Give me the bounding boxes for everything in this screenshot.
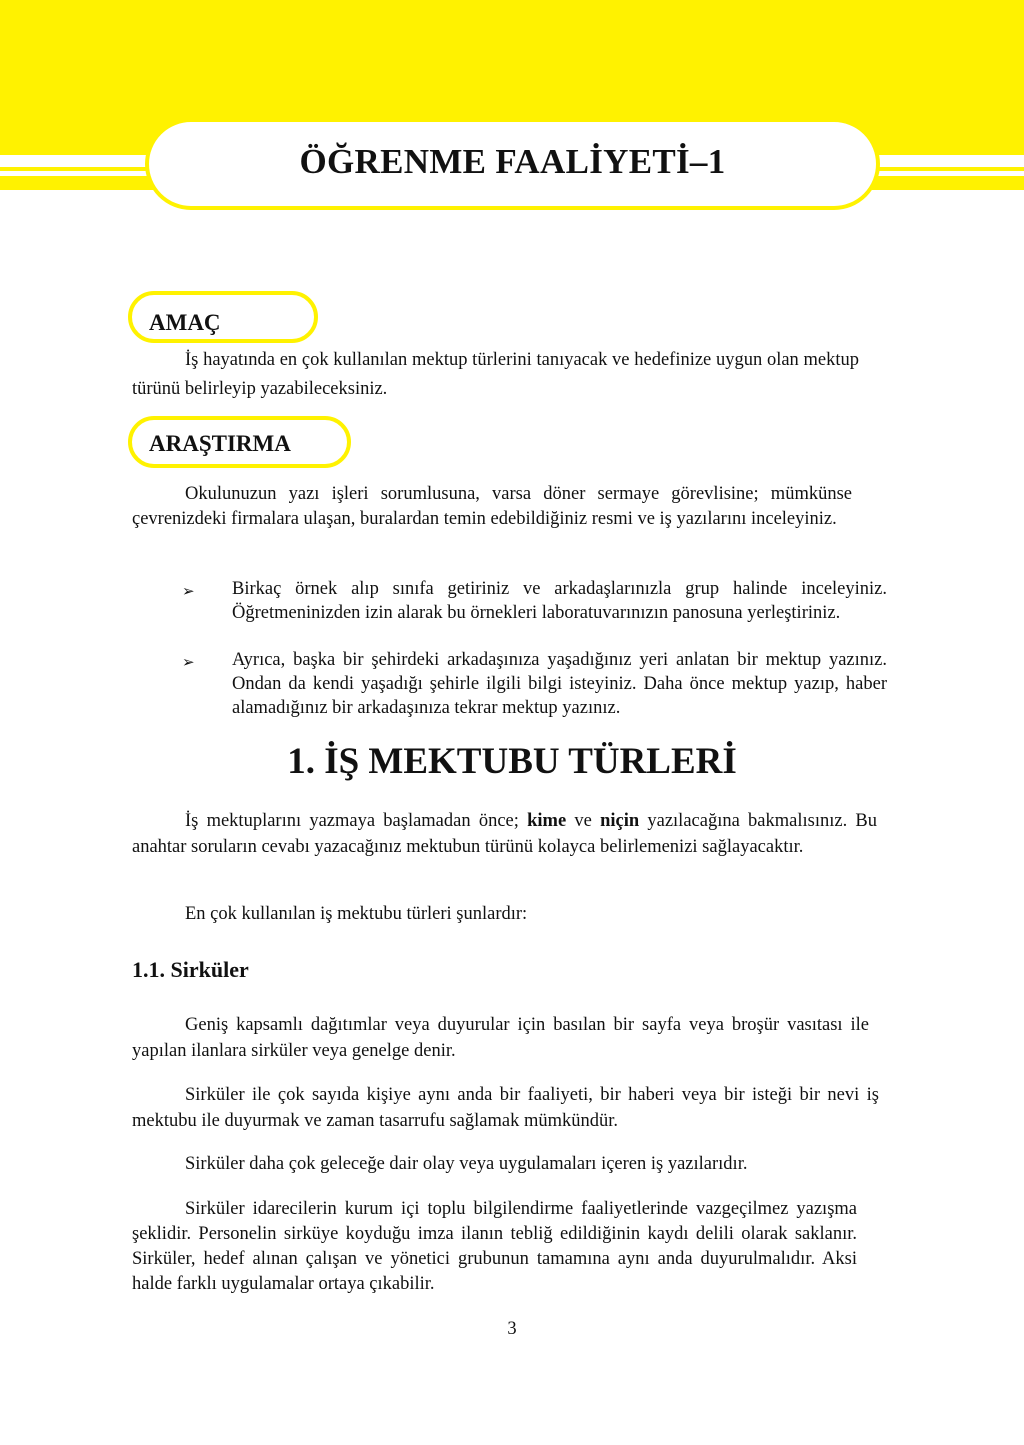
intro-bold-nicin: niçin bbox=[600, 811, 640, 831]
arastirma-bullet: Birkaç örnek alıp sınıfa getiriniz ve arkadaşlarınızla grup halinde inceleyiniz. Öğretmeninizden izin alarak bu örnekleri laboratuvarınızın panosuna yerleştiriniz. bbox=[232, 579, 887, 623]
intro-text: İş mektuplarını yazmaya başlamadan önce; bbox=[185, 811, 528, 831]
arrow-bullet-icon: ➢ bbox=[182, 653, 195, 671]
section-heading: 1. İŞ MEKTUBU TÜRLERİ bbox=[287, 741, 737, 782]
body-paragraph: Sirküler idarecilerin kurum içi toplu bilgilendirme faaliyetlerinde vazgeçilmez yazışma şeklidir. Personelin sirküye koyduğu imza ilanın tebliğ edildiğinin kaydı delili olarak saklanır. Sirküler, hedef alınan çalışan ve yönetici grubunun tamamına aynı anda duyurulmalıdır. Aksi halde farklı uygulamalar ortaya çıkabilir. bbox=[132, 1199, 857, 1294]
arastirma-text: Okulunuzun yazı işleri sorumlusuna, varsa döner sermaye görevlisine; mümkünse çevrenizdeki firmalara ulaşan, buralardan temin edebildiğiniz resmi ve iş yazılarını inceleyiniz. bbox=[132, 484, 852, 529]
amac-text: İş hayatında en çok kullanılan mektup türlerini tanıyacak ve hedefinize uygun olan mektup türünü belirleyip yazabileceksiniz. bbox=[132, 350, 859, 399]
arrow-bullet-icon: ➢ bbox=[182, 582, 195, 600]
intro-bold-kime: kime bbox=[527, 811, 567, 831]
arastirma-bullet: Ayrıca, başka bir şehirdeki arkadaşınıza yaşadığınız yeri anlatan bir mektup yazınız. Ondan da kendi yaşadığı şehirle ilgili bilgi isteyiniz. Daha önce mektup yazıp, haber alamadığınız bir arkadaşınıza tekrar mektup yazınız. bbox=[232, 650, 887, 718]
body-paragraph: Sirküler ile çok sayıda kişiye aynı anda bir faaliyeti, bir haberi veya bir isteği bir nevi iş mektubu ile duyurmak ve zaman tasarrufu sağlamak mümkündür. bbox=[132, 1085, 879, 1131]
body-paragraph: Sirküler daha çok geleceğe dair olay veya uygulamaları içeren iş yazılarıdır. bbox=[185, 1154, 748, 1174]
subsection-heading: 1.1. Sirküler bbox=[132, 957, 249, 982]
body-paragraph: Geniş kapsamlı dağıtımlar veya duyurular için basılan bir sayfa veya broşür vasıtası ile yapılan ilanlara sirküler veya genelge denir. bbox=[132, 1015, 869, 1061]
page-title: ÖĞRENME FAALİYETİ–1 bbox=[299, 142, 726, 181]
page-number: 3 bbox=[507, 1319, 517, 1339]
amac-label: AMAÇ bbox=[149, 310, 221, 335]
intro-text: ve bbox=[566, 811, 601, 831]
arastirma-label: ARAŞTIRMA bbox=[149, 431, 291, 456]
section-intro bbox=[132, 808, 877, 860]
list-intro: En çok kullanılan iş mektubu türleri şunlardır: bbox=[185, 904, 528, 924]
intro-text: yazılacağına bakmalısınız. Bu anahtar soruların cevabı yazacağınız mektubun türünü kolayca belirlemenizi sağlayacaktır. bbox=[132, 811, 877, 857]
